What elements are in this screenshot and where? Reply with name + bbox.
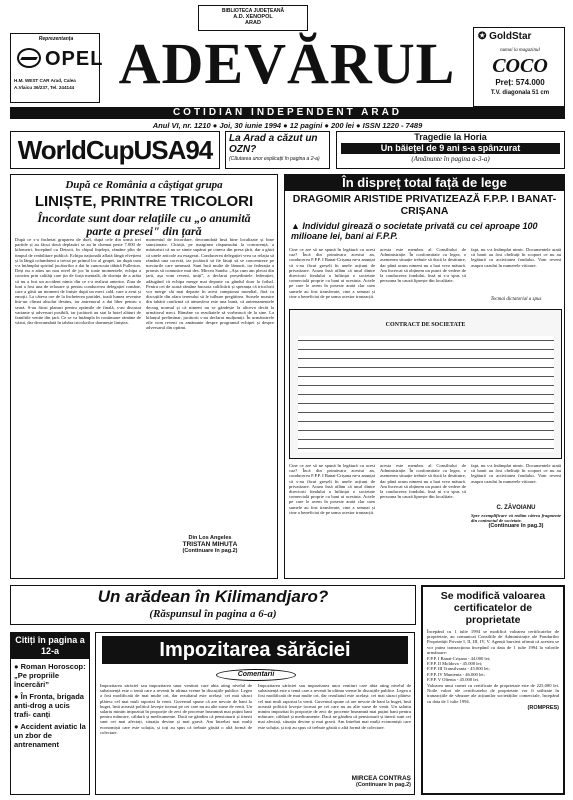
bottom-col-2-wrap	[258, 683, 411, 795]
right-deck: ▲ Individul girează o societate privată cu cei aproape 100 milioane lei, bani ai F.P.P.	[291, 221, 538, 241]
contract-lines	[298, 336, 554, 452]
goldstar-ad	[473, 27, 565, 107]
horia-teaser	[336, 131, 565, 169]
opel-brand: OPEL	[45, 48, 104, 70]
certificates-credit: (ROMPRES)	[527, 704, 559, 711]
price: Preț: 574.000	[495, 78, 545, 87]
ozn-title: La Arad a căzut un OZN?	[229, 133, 318, 155]
ozn-sub: (Căutarea unor explicații în pagina a 2-a)	[229, 156, 320, 162]
right-col-2: acesta este membru al Consiliului de Administrație. În conformitate cu legea, o asemenea situație trebuie să ducă la destituire, dar până acum nimeni nu a luat vreo măsură. Am încercat să obținem un punct de vedere de la conducerea fondului, însă ni s-a spus că persoana în cauză lipsește din localitate.	[380, 247, 466, 284]
bottom-headline: Impozitarea sărăciei	[102, 636, 408, 664]
lead-col-1: După ce s-a încheiat gruparea de duel, după cele din urmă trei partide și au făcut două deplasări se au în chemat peste 7.000 de kilometri, începând cu Detroit, în chipul înțelept, rămâne plin de timpul de reabilitare publică. Echipa națională aflată lângă elvețieni și la lângă columbieni a trecut pe primul loc al grupei, iar după cum s-a întâmplat spiritul jucătorilor a dat în cunoscuta tăbărâ Fullerton. Deși nu a atins un nou nivel de joc în toate momentele, echipa a convins prin calități care țin de forța mentală, de dorința de a arăta că nu a fost un accident nimic din ce s-a realizat anterior. Ziua de luni a fost una de relaxare și pentru conducerea delegației române, care a găsit un moment de liniște după un meci cald, care a avut și emoții. La câteva ore de la încheierea partidei, toată lumea revenise într-un climat absolut destins, iar antrenorul a dat liber pentru o seară. S-au făcut planuri pentru optimile de finală, s-au discutat variante și adversari posibili, iar jucătorii au stat la hotel alături de familiile venite din țară. Ce se va întâmpla în continuare rămâne de văzut, dar deocamdată în tabăra tricolorilor domnește liniștea.	[15, 237, 141, 326]
goldstar-sub: numai la magazinul	[500, 48, 540, 53]
horia-main: Un băiețel de 9 ani s-a spânzurat	[341, 143, 560, 154]
issue-line: Anul VI, nr. 1210 ● Joi, 30 iunie 1994 ● 12 pagini ● 200 lei ● ISSN 1220 - 7489	[152, 121, 423, 130]
tv-line: T.V. diagonala 51 cm	[490, 90, 550, 96]
certificates-story	[421, 585, 565, 795]
dealer-line-1: H.M. WEST CAR Arad, Calea	[14, 78, 76, 83]
bottom-col-2: Impozitarea sărăciei sau impozitarea unor venituri care abia ating nivelul de subzistență este o temă care a revenit în ultima vreme în discuțiile publice. Legea a fost modificată de mai multe ori, dar rezultatul este același: cei mai săraci plătesc cel mai mult raportat la venit. Guvernul spune că are nevoie de bani la buget, însă această politică loveşte tocmai pe cei care nu au alte surse de venit. Un salariu minim impozitat în proporție de zeci de procente înseamnă mai puțini bani pentru mâncare, căldură și medicamente. Dacă ne gândim că pensionarii și tinerii sunt cei mai afectați, situația devine și mai gravă. Am întrebat mai mulți economiști care este soluția, și toți au spus că trebuie găsită o altă formă de colectare.	[258, 683, 411, 730]
cert-item-2: F.P.P. II Moldova - 45.000 lei;	[427, 661, 483, 667]
lead-headline: LINIȘTE, PRINTRE TRICOLORI	[34, 193, 254, 210]
horia-title: Tragedie la Horia	[414, 132, 487, 142]
dealer-line-2: A.Vlaicu 36/237, Tel. 244144	[14, 85, 75, 90]
cert-item-5: F.P.P. V Oltenia - 45.000 lei.	[427, 676, 480, 682]
right-bottom-col-3	[471, 463, 561, 575]
masthead	[10, 5, 565, 130]
read-box-title: Citiți în pagina a 12-a	[11, 633, 89, 659]
lead-byline-name: TRISTAN MIHUȚA	[182, 541, 238, 548]
cert-item-1: F.P.P. I Banat-Crișana - 44.000 lei;	[427, 656, 491, 662]
lead-col-2: momentul de încordare, deocamdată însă bine localizate și bine sancționate. Chiriță, pe marginea răspunsului la concurență, a mărturisit că nu se simte supărat pe cineva din presa țării, dar a găsit că unele articole au exagerat. Conducerea delegației vrea ca relația să rămână una corectă, iar jucătorii să fie lăsați să se concentreze pe meciurile care urmează. Sunt încă multe de lămurit, iar federația a promis să comunice mai des. Mircea Sandu: „Așa cum am plecat din țară, așa vom reveni, uniți", a declarat președintele federației, adăugând că echipa merge mai departe cu gândul doar la fotbal. Pentru cei de acasă rămâne bucuria calificării și speranța că tricolorii vor merge cât mai departe în acest campionat mondial, fără ca discuțiile din afara terenului să le tulbure pregătirea. Sursele noastre din tabără confirmă că atmosfera este una bună, că antrenamentele decurg normal și că nimeni nu se gândește la altceva decât la următorul meci. Rămâne ca rezultatele să vorbească de la sine. La bilanțul preliminar, jucătorii s-au declarat mulțumiți. În următoarele zile vom reveni cu amănunte despre programul echipei și despre adversarul din optimi.	[146, 237, 274, 331]
bottom-center-story	[95, 632, 415, 795]
stamp-line-2: A.D. XENOPOL	[233, 14, 273, 20]
read-item-3: ● Accident aviatic la un zbor de antrenament	[14, 722, 86, 749]
lead-kicker: După ce România a câștigat grupa	[65, 179, 223, 191]
horia-sub: (Amănunte în pagina a-3-a)	[411, 155, 490, 163]
rep-label: Reprezentanța	[38, 36, 74, 42]
doc-signature: C. ZĂVOIANU	[496, 505, 536, 511]
right-bottom-col-2: acesta este membru al Consiliului de Administrație. În conformitate cu legea, o asemenea situație trebuie să ducă la destituire, dar până acum nimeni nu a luat vreo măsură. Am încercat să obținem un punct de vedere de la conducerea fondului, însă ni s-a spus că persoana în cauză lipsește din localitate.	[380, 463, 466, 500]
lead-byline: Din Los Angeles	[188, 535, 232, 541]
goldstar-brand	[478, 31, 531, 42]
goldstar-name: GoldStar	[489, 31, 532, 42]
right-bottom-col-3-text: fapt, nu s-a întâmplat nimic. Documentele arată că banii au fost cheltuiți în scopuri ce nu au legătură cu activitatea fondului. Vom reveni asupra cazului în numerele viitoare.	[471, 463, 561, 484]
worldcup-logo-text: WorldCupUSA94	[17, 135, 213, 165]
worldcup-logo	[10, 131, 220, 169]
stamp-line-3: ARAD	[245, 20, 261, 26]
read-item-1: ● Roman Horoscop: „Pe propriile încercări”	[14, 662, 86, 689]
contract-document	[289, 309, 562, 459]
subtitle-bar: COTIDIAN INDEPENDENT ARAD	[10, 107, 565, 119]
goldstar-icon: ✪	[478, 31, 490, 42]
read-item-2: ● În Fronta, brigada anti-drog a ucis trafi- canți	[14, 692, 84, 719]
right-headline: DRAGOMIR ARISTIDE PRIVATIZEAZĂ F.P.P. I BANAT-CRIȘANA	[292, 193, 557, 217]
kili-sub: (Răspunsul în pagina a 6-a)	[149, 608, 277, 620]
opel-logo-icon	[17, 48, 41, 68]
right-col-3-wrap	[471, 247, 561, 307]
comment-label: Comentarii	[216, 669, 296, 681]
ozn-teaser	[225, 131, 330, 169]
library-stamp	[198, 5, 308, 31]
right-byline: Tocmai dictatorial a spus	[490, 297, 542, 302]
bottom-byline: MIRCEA CONTRAȘ	[351, 775, 411, 782]
right-bottom-col-1: Cine ce are să ne spună în legătură cu acest caz? Încă din primăvara acestui an, conducerea F.P.P. I Banat-Crișana ne-a anunțat că s-au făcut greșeli în unele acțiuni de privatizare. Acum însă aflăm că unul dintre directorii fondului a înființat o societate comercială proprie cu bani ai acestuia. Actele pe care le avem în posesie arată clar cum sumele au fost transferate, cine a semnat și cine a beneficiat de pe urma acestor tranzacții.	[289, 463, 375, 515]
contract-title: CONTRACT DE SOCIETATE	[385, 322, 466, 328]
certificates-headline: Se modifică valoarea certificatelor de proprietate	[440, 590, 546, 626]
right-col-3: fapt, nu s-a întâmplat nimic. Documentele arată că banii au fost cheltuiți în scopuri ce nu au legătură cu activitatea fondului. Vom reveni asupra cazului în numerele viitoare.	[471, 247, 561, 268]
read-box	[10, 632, 90, 795]
kilimandjaro-banner	[10, 585, 416, 625]
lead-story	[10, 174, 278, 579]
newspaper-title: ADEVĂRUL	[118, 31, 456, 96]
cert-item-4: F.P.P. IV Muntenia - 46.000 lei;	[427, 671, 485, 677]
kili-title: Un arădean în Kilimandjaro?	[97, 587, 329, 606]
lead-col-2-wrap	[146, 237, 274, 577]
cert-item-3: F.P.P. III Transilvania - 45.000 lei;	[427, 666, 490, 672]
bottom-col-1: Impozitarea sărăciei sau impozitarea unor venituri care abia ating nivelul de subzistență este o temă care a revenit în ultima vreme în discuțiile publice. Legea a fost modificată de mai multe ori, dar rezultatul este același: cei mai săraci plătesc cel mai mult raportat la venit. Guvernul spune că are nevoie de bani la buget, însă această politică loveşte tocmai pe cei care nu au alte surse de venit. Un salariu minim impozitat în proporție de zeci de procente înseamnă mai puțini bani pentru mâncare, căldură și medicamente. Dacă ne gândim că pensionarii și tinerii sunt cei mai afectați, situația devine și mai gravă. Am întrebat mai mulți economiști care este soluția, și toți au spus că trebuie găsită o altă formă de colectare.	[100, 683, 252, 735]
stamp-line-1: BIBLIOTECA JUDEȚEANĂ	[221, 8, 285, 14]
doc-note: Spre exemplificare vă redăm câteva fragmente din contractul de societate.	[471, 513, 561, 524]
store-name: COCO	[492, 55, 548, 77]
right-kicker: În dispreț total față de lege	[285, 175, 564, 191]
certificates-text-2: Valoarea unui carnet cu certificate de proprietate este de 225.000 lei. Noile valori ale certificatelor de proprietate vor fi utilizate în tranzacțiile de vânzare ale acțiunilor societăților comerciale, începând cu data de 1 iulie 1994.	[427, 683, 559, 704]
bottom-continued: (Continuare în pag.2)	[356, 782, 411, 788]
right-col-1: Cine ce are să ne spună în legătură cu acest caz? Încă din primăvara acestui an, conducerea F.P.P. I Banat-Crișana ne-a anunțat că s-au făcut greșeli în unele acțiuni de privatizare. Acum însă aflăm că unul dintre directorii fondului a înființat o societate comercială proprie cu bani ai acestuia. Actele pe care le avem în posesie arată clar cum sumele au fost transferate, cine a semnat și cine a beneficiat de pe urma acestor tranzacții.	[289, 247, 375, 299]
certificates-text: Începând cu 1 iulie 1994 se modifică valoarea certificatelor de proprietate, au comunicat Consiliile de Administrație ale Fondurilor Proprietății Private I, II, III, IV, V. Agenții bursieri afirmă că acestea se vor putea tranzacționa începând cu data de 1 iulie 1994 la valorile următoare:	[427, 629, 559, 655]
opel-ad	[10, 33, 104, 103]
right-story	[284, 174, 565, 579]
right-continued: (Continuare în pag.3)	[488, 523, 544, 530]
lead-deck: Încordate sunt doar relațiile cu „o anumită parte a presei" din țară	[37, 211, 251, 238]
lead-continued: (Continuare în pag.2)	[182, 548, 238, 554]
